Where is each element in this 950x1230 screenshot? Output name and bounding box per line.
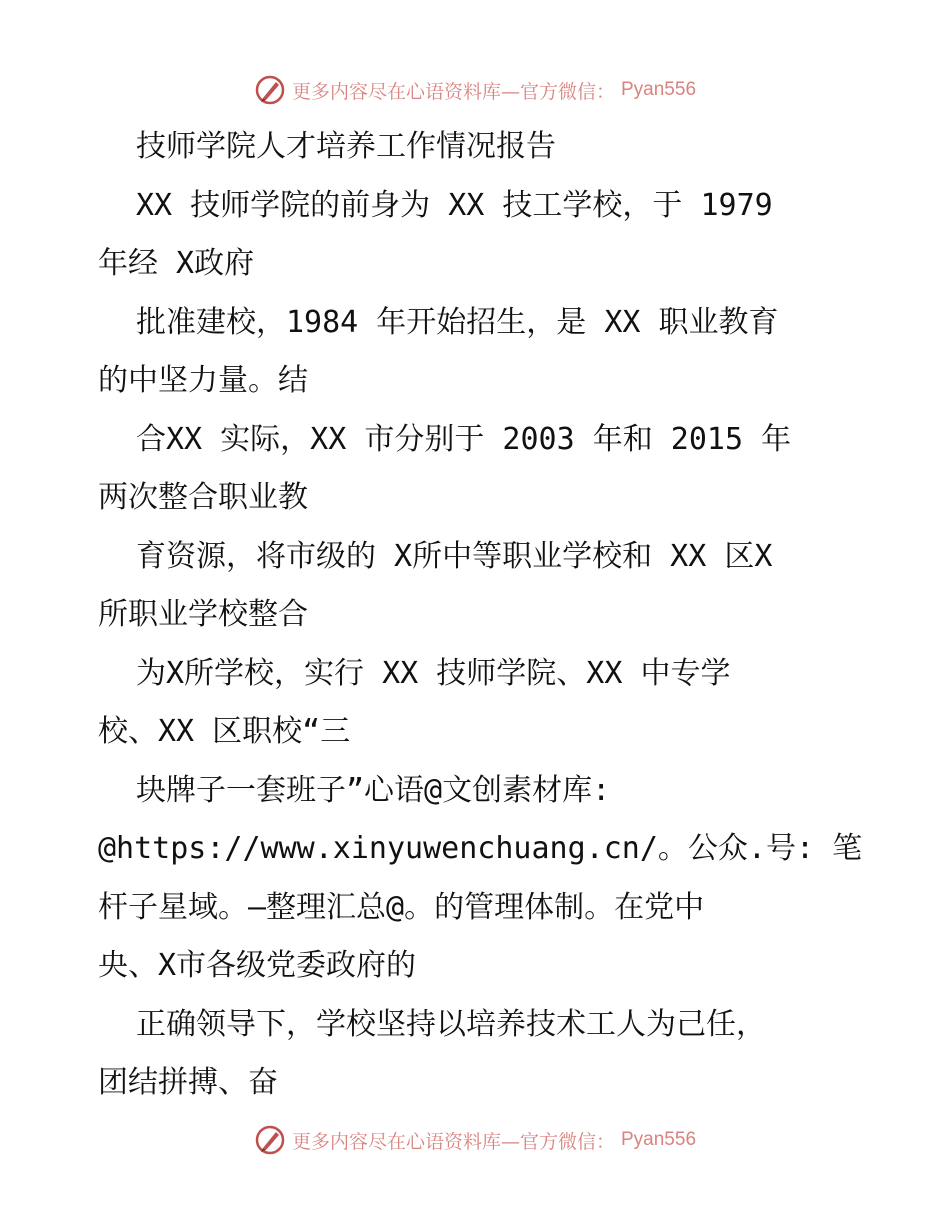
text-line: 央、X市各级党委政府的	[98, 948, 417, 983]
quill-pen-logo-icon	[254, 74, 286, 106]
footer-watermark	[0, 1120, 950, 1160]
text-line: 批准建校，1984 年开始招生，是 XX 职业教育	[136, 304, 779, 340]
text-line: 合XX 实际，XX 市分别于 2003 年和 2015 年	[136, 421, 792, 457]
watermark-text: 更多内容尽在心语资料库—官方微信：	[291, 1130, 615, 1153]
text-line: 的中坚力量。结	[98, 363, 308, 398]
watermark-text: 更多内容尽在心语资料库—官方微信：	[291, 80, 615, 103]
text-line: 年经 X政府	[98, 246, 255, 281]
text-line: 技师学院人才培养工作情况报告	[136, 129, 556, 164]
text-line: @https://www.xinyuwenchuang.cn/。公众.号: 笔	[98, 831, 863, 866]
text-line: 所职业学校整合	[98, 597, 308, 632]
text-line: 两次整合职业教	[98, 480, 308, 515]
document-body	[98, 118, 878, 1113]
header-watermark	[0, 70, 950, 110]
text-line: 校、XX 区职校“三	[98, 714, 351, 749]
text-line: 育资源，将市级的 X所中等职业学校和 XX 区X	[136, 538, 773, 574]
watermark-account: Pyan556	[621, 1129, 697, 1150]
text-line: 块牌子一套班子”心语@文创素材库:	[136, 772, 611, 808]
text-line: 为X所学校，实行 XX 技师学院、XX 中专学	[136, 655, 731, 691]
text-line: 团结拼搏、奋	[98, 1065, 278, 1100]
quill-pen-logo-icon	[254, 1124, 286, 1156]
text-line: 正确领导下，学校坚持以培养技术工人为己任，	[136, 1006, 766, 1042]
text-line: 杆子星域。—整理汇总@。的管理体制。在党中	[98, 889, 705, 925]
watermark-account: Pyan556	[621, 79, 697, 100]
text-line: XX 技师学院的前身为 XX 技工学校，于 1979	[136, 187, 773, 223]
